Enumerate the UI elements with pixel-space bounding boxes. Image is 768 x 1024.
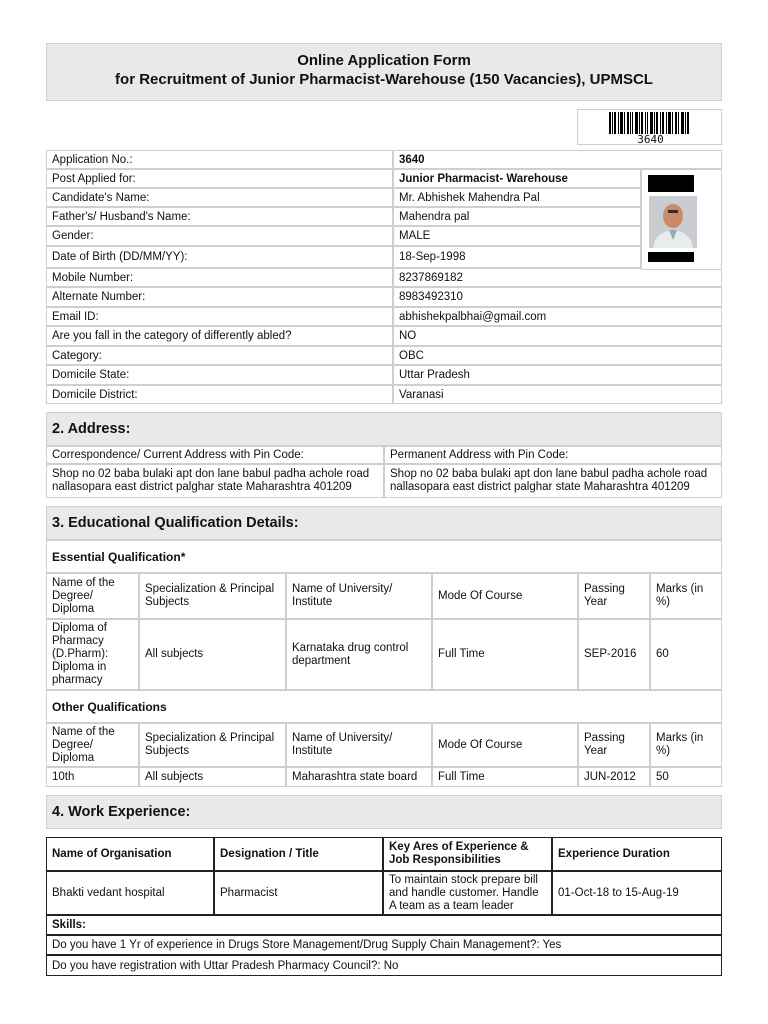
form-title: Online Application Form — [297, 52, 471, 69]
table-cell: Full Time — [432, 619, 578, 690]
perm-address-label: Permanent Address with Pin Code: — [384, 446, 722, 464]
column-header: Specialization & Principal Subjects — [139, 723, 286, 767]
detail-label: Father's/ Husband's Name: — [46, 207, 393, 226]
barcode-icon — [609, 112, 689, 134]
detail-value: 18-Sep-1998 — [393, 246, 641, 268]
table-cell: To maintain stock prepare bill and handle customer. Handle A team as a team leader — [383, 871, 552, 915]
detail-value: Varanasi — [393, 385, 722, 404]
column-header: Key Ares of Experience & Job Responsibilities — [383, 837, 552, 871]
detail-value: 8237869182 — [393, 268, 722, 287]
barcode-box — [577, 109, 722, 145]
column-header: Name of the Degree/ Diploma — [46, 573, 139, 619]
detail-label: Domicile District: — [46, 385, 393, 404]
detail-value: Junior Pharmacist- Warehouse — [393, 169, 641, 188]
detail-label: Post Applied for: — [46, 169, 393, 188]
column-header: Marks (in %) — [650, 723, 722, 767]
photo-redaction-bar — [648, 175, 694, 192]
detail-label: Gender: — [46, 226, 393, 246]
candidate-photo-cell — [641, 169, 722, 270]
table-cell: Karnataka drug control department — [286, 619, 432, 690]
detail-label: Domicile State: — [46, 365, 393, 385]
detail-value: MALE — [393, 226, 641, 246]
column-header: Passing Year — [578, 723, 650, 767]
detail-value: Mahendra pal — [393, 207, 641, 226]
address-heading: 2. Address: — [46, 412, 722, 446]
column-header: Name of Organisation — [46, 837, 214, 871]
detail-value: NO — [393, 326, 722, 346]
table-cell: 50 — [650, 767, 722, 787]
form-title-box — [46, 43, 722, 101]
column-header: Mode Of Course — [432, 573, 578, 619]
table-cell: SEP-2016 — [578, 619, 650, 690]
column-header: Name of University/ Institute — [286, 723, 432, 767]
detail-label: Are you fall in the category of differently abled? — [46, 326, 393, 346]
column-header: Specialization & Principal Subjects — [139, 573, 286, 619]
detail-value: Mr. Abhishek Mahendra Pal — [393, 188, 641, 207]
column-header: Passing Year — [578, 573, 650, 619]
other-qualification-heading: Other Qualifications — [46, 690, 722, 723]
detail-value: OBC — [393, 346, 722, 365]
table-cell: All subjects — [139, 619, 286, 690]
table-cell: 60 — [650, 619, 722, 690]
column-header: Mode Of Course — [432, 723, 578, 767]
detail-label: Email ID: — [46, 307, 393, 326]
candidate-photo — [649, 196, 697, 248]
column-header: Designation / Title — [214, 837, 383, 871]
detail-label: Mobile Number: — [46, 268, 393, 287]
table-cell: Maharashtra state board — [286, 767, 432, 787]
detail-value: Uttar Pradesh — [393, 365, 722, 385]
corr-address-value: Shop no 02 baba bulaki apt don lane babul padha achole road nallasopara east district palghar state Maharashtra 401209 — [46, 464, 384, 498]
table-cell: 01-Oct-18 to 15-Aug-19 — [552, 871, 722, 915]
table-cell: Full Time — [432, 767, 578, 787]
detail-label: Date of Birth (DD/MM/YY): — [46, 246, 393, 268]
skills-label: Skills: — [46, 915, 722, 935]
work-heading: 4. Work Experience: — [46, 795, 722, 829]
barcode-number: 3640 — [637, 133, 664, 146]
corr-address-label: Correspondence/ Current Address with Pin Code: — [46, 446, 384, 464]
form-subtitle: for Recruitment of Junior Pharmacist-Warehouse (150 Vacancies), UPMSCL — [115, 71, 653, 88]
perm-address-value: Shop no 02 baba bulaki apt don lane babul padha achole road nallasopara east district palghar state Maharashtra 401209 — [384, 464, 722, 498]
education-heading: 3. Educational Qualification Details: — [46, 506, 722, 540]
detail-label: Alternate Number: — [46, 287, 393, 307]
detail-value: abhishekpalbhai@gmail.com — [393, 307, 722, 326]
column-header: Experience Duration — [552, 837, 722, 871]
detail-label: Category: — [46, 346, 393, 365]
table-cell: JUN-2012 — [578, 767, 650, 787]
column-header: Name of the Degree/ Diploma — [46, 723, 139, 767]
experience-question: Do you have 1 Yr of experience in Drugs Store Management/Drug Supply Chain Management?: Yes — [46, 935, 722, 955]
table-cell: Bhakti vedant hospital — [46, 871, 214, 915]
registration-question: Do you have registration with Uttar Pradesh Pharmacy Council?: No — [46, 955, 722, 976]
table-cell: Diploma of Pharmacy (D.Pharm): Diploma in pharmacy — [46, 619, 139, 690]
detail-label: Candidate's Name: — [46, 188, 393, 207]
column-header: Name of University/ Institute — [286, 573, 432, 619]
table-cell: Pharmacist — [214, 871, 383, 915]
essential-qualification-heading: Essential Qualification* — [46, 540, 722, 573]
table-cell: All subjects — [139, 767, 286, 787]
table-cell: 10th — [46, 767, 139, 787]
signature-redaction-bar — [648, 252, 694, 262]
detail-value: 8983492310 — [393, 287, 722, 307]
detail-label: Application No.: — [46, 150, 393, 169]
detail-value: 3640 — [393, 150, 722, 169]
column-header: Marks (in %) — [650, 573, 722, 619]
